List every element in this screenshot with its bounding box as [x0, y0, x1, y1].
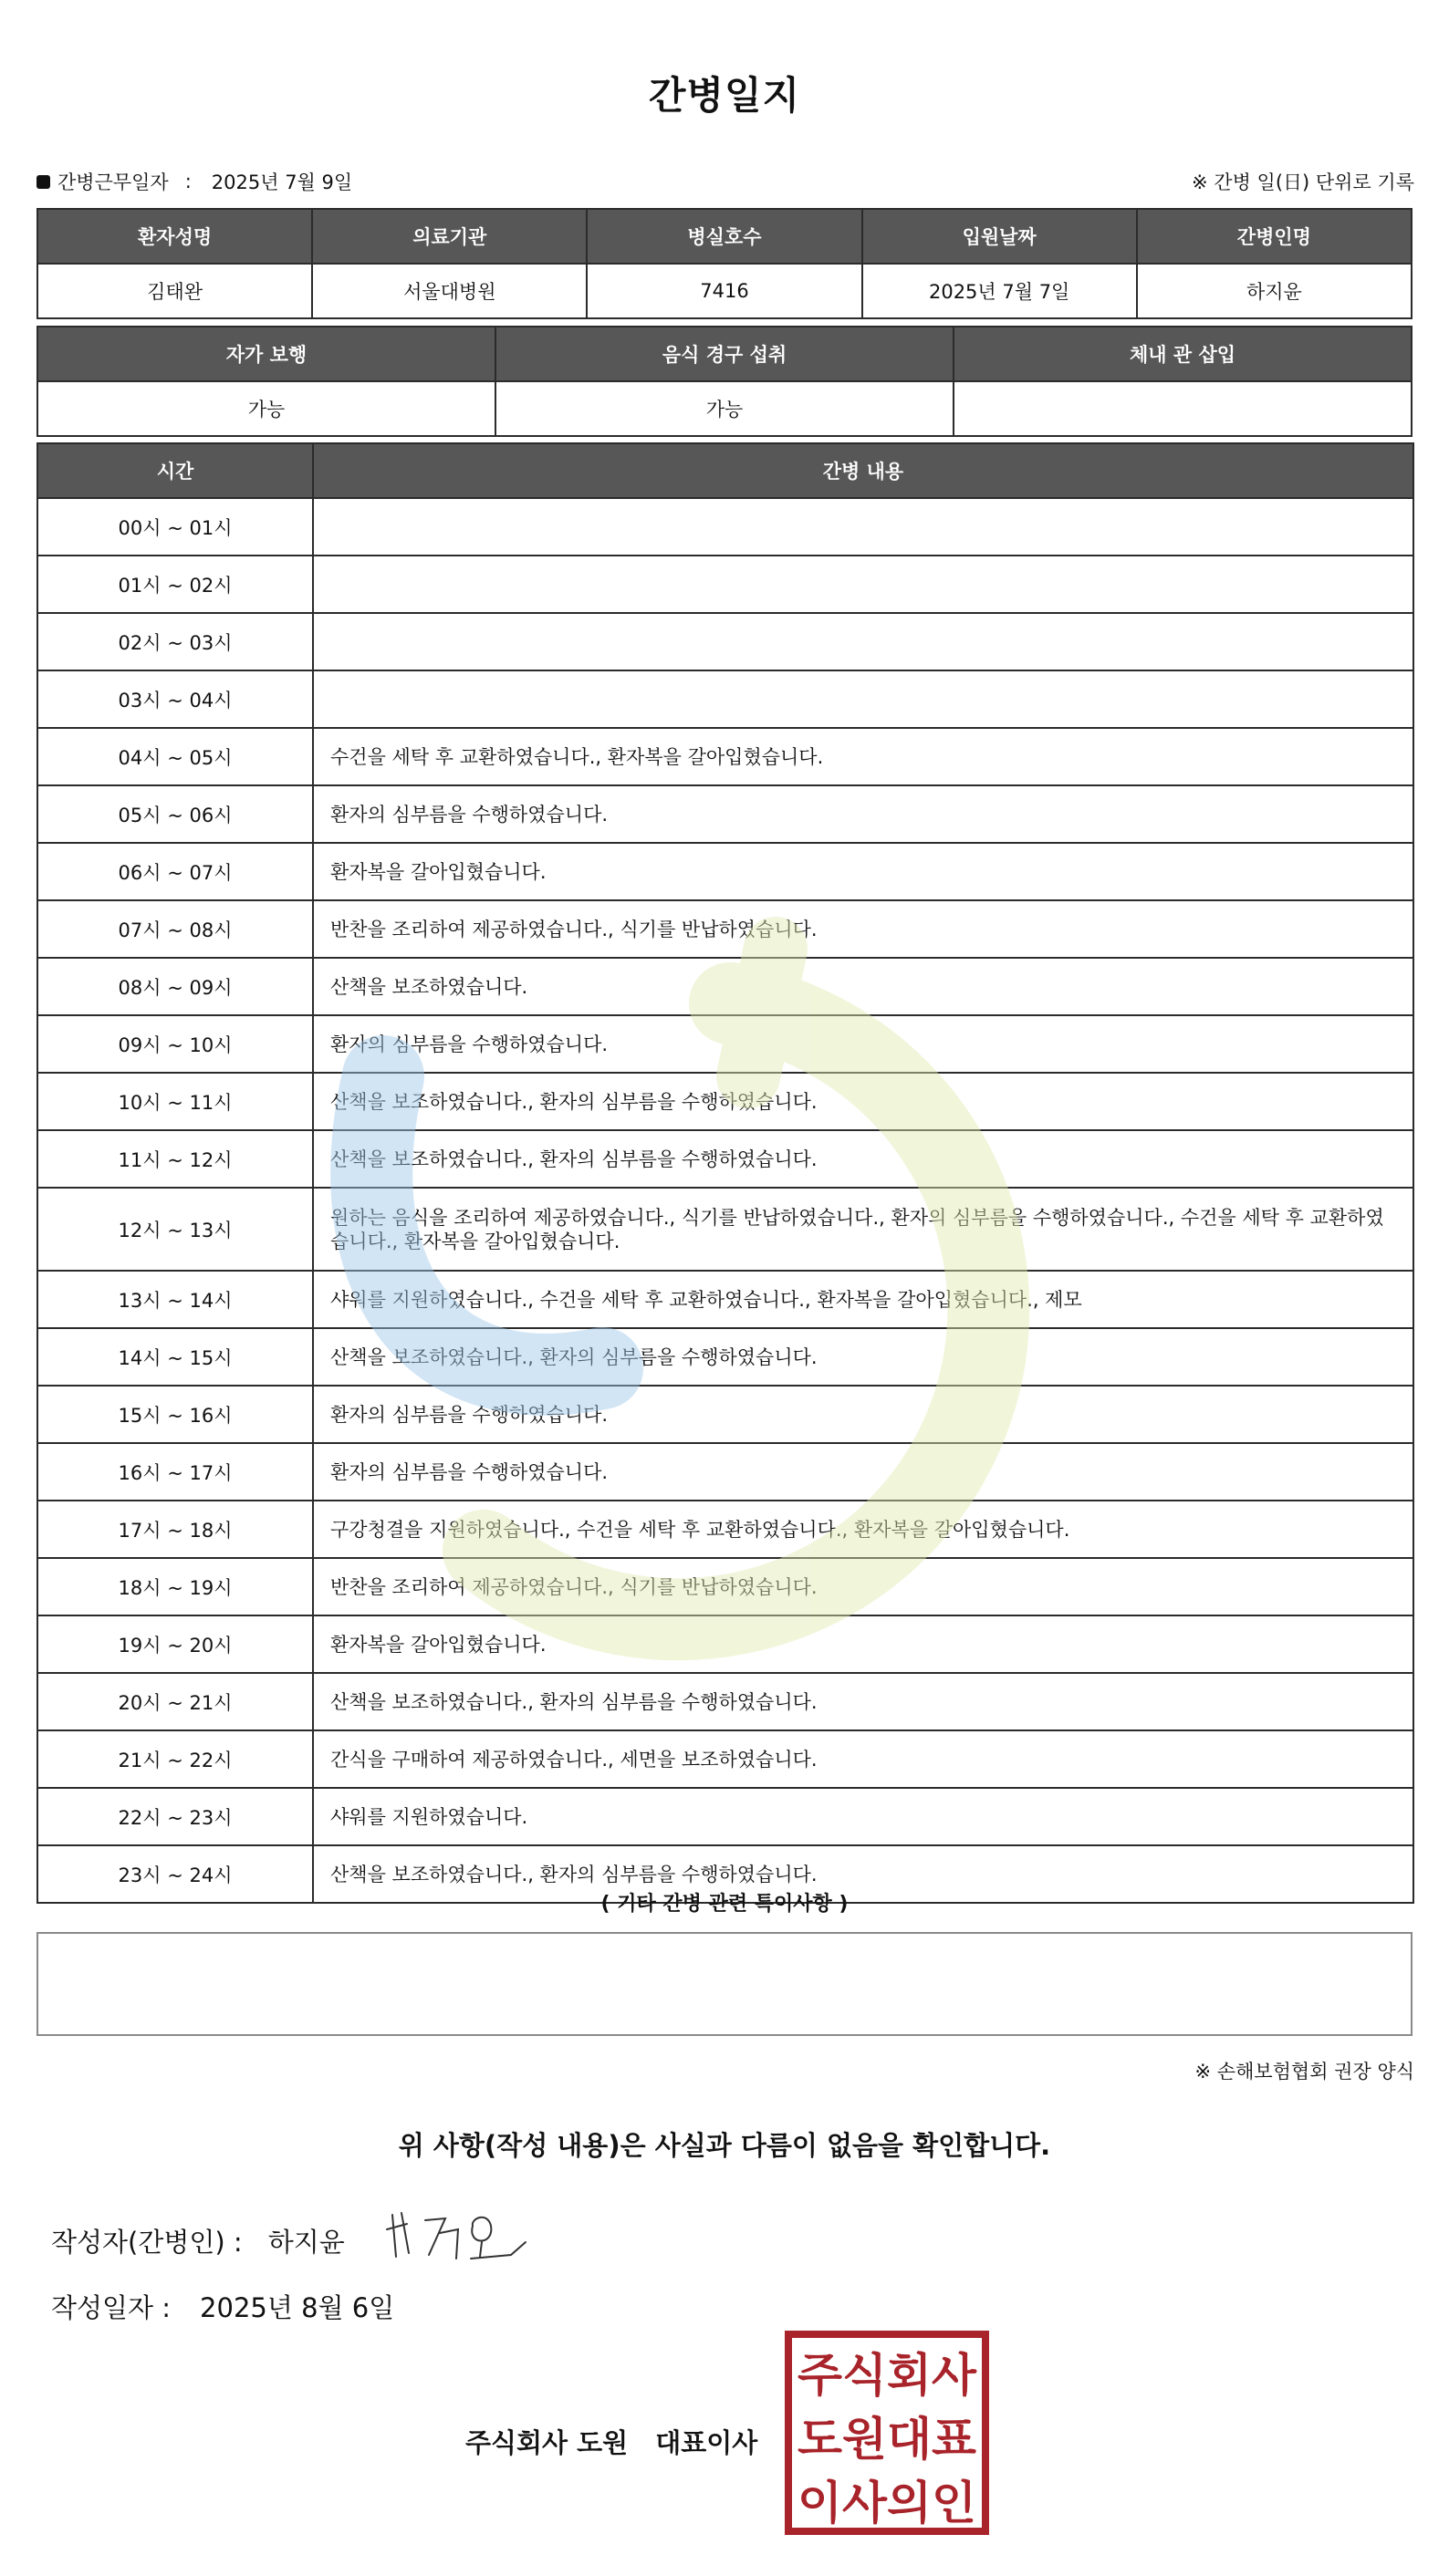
log-row	[37, 1130, 1413, 1188]
signature-icon	[383, 2202, 538, 2266]
walking-header: 자가 보행	[37, 327, 495, 381]
patient-value-row	[37, 264, 1412, 318]
log-content: 원하는 음식을 조리하여 제공하였습니다., 식기를 반납하였습니다., 환자의 심부름을 수행하였습니다., 수건을 세탁 후 교환하였습니다., 환자복을 갈아입혔습니다.	[313, 1188, 1413, 1271]
log-time: 15시 ~ 16시	[37, 1386, 313, 1443]
company-line	[465, 2423, 757, 2460]
log-row	[37, 1501, 1413, 1558]
tube-value	[954, 381, 1412, 436]
written-date-line	[51, 2288, 394, 2325]
work-date-label: 간병근무일자	[57, 171, 169, 193]
log-content	[313, 613, 1413, 670]
log-row	[37, 1015, 1413, 1073]
remarks-title: ( 기타 간병 관련 특이사항 )	[600, 1893, 849, 1916]
log-row	[37, 1073, 1413, 1130]
log-time: 04시 ~ 05시	[37, 728, 313, 785]
log-content: 샤워를 지원하였습니다., 수건을 세탁 후 교환하였습니다., 환자복을 갈아입혔습니다., 제모	[313, 1271, 1413, 1328]
log-time: 00시 ~ 01시	[37, 498, 313, 556]
log-content: 산책을 보조하였습니다., 환자의 심부름을 수행하였습니다.	[313, 1130, 1413, 1188]
log-header-row	[37, 443, 1413, 498]
log-content: 환자의 심부름을 수행하였습니다.	[313, 785, 1413, 843]
log-time: 20시 ~ 21시	[37, 1673, 313, 1730]
log-row	[37, 843, 1413, 900]
log-content: 간식을 구매하여 제공하였습니다., 세면을 보조하였습니다.	[313, 1730, 1413, 1788]
patient-status-table	[36, 326, 1413, 437]
writer-name: 하지윤	[267, 2227, 345, 2258]
log-time: 03시 ~ 04시	[37, 670, 313, 728]
log-time: 23시 ~ 24시	[37, 1845, 313, 1903]
time-header: 시간	[37, 443, 313, 498]
log-time: 11시 ~ 12시	[37, 1130, 313, 1188]
care-log-table	[36, 442, 1414, 1904]
log-time: 01시 ~ 02시	[37, 556, 313, 613]
hospital-header: 의료기관	[312, 209, 587, 264]
log-time: 02시 ~ 03시	[37, 613, 313, 670]
log-time: 22시 ~ 23시	[37, 1788, 313, 1845]
log-content: 산책을 보조하였습니다., 환자의 심부름을 수행하였습니다.	[313, 1328, 1413, 1386]
log-time: 12시 ~ 13시	[37, 1188, 313, 1271]
patient-name: 김태완	[37, 264, 312, 318]
log-content: 산책을 보조하였습니다., 환자의 심부름을 수행하였습니다.	[313, 1845, 1413, 1903]
log-time: 10시 ~ 11시	[37, 1073, 313, 1130]
patient-header-row	[37, 209, 1412, 264]
log-row	[37, 1271, 1413, 1328]
seal-line-2: 도원대표	[797, 2413, 977, 2466]
status-value-row	[37, 381, 1412, 436]
remarks-box	[36, 1932, 1413, 2036]
log-row	[37, 958, 1413, 1015]
caregiver-header: 간병인명	[1137, 209, 1412, 264]
form-note: ※ 손해보험협회 권장 양식	[1194, 2061, 1414, 2083]
log-time: 17시 ~ 18시	[37, 1501, 313, 1558]
writer-line	[51, 2222, 345, 2259]
log-time: 05시 ~ 06시	[37, 785, 313, 843]
log-row	[37, 728, 1413, 785]
oral-intake-value: 가능	[495, 381, 954, 436]
seal-line-1: 주식회사	[797, 2349, 977, 2402]
log-time: 07시 ~ 08시	[37, 900, 313, 958]
log-content: 환자복을 갈아입혔습니다.	[313, 1615, 1413, 1673]
log-time: 06시 ~ 07시	[37, 843, 313, 900]
document-title: 간병일지	[648, 73, 801, 118]
log-content: 환자복을 갈아입혔습니다.	[313, 843, 1413, 900]
square-bullet-icon	[36, 175, 50, 189]
log-time: 09시 ~ 10시	[37, 1015, 313, 1073]
log-content	[313, 556, 1413, 613]
walking-value: 가능	[37, 381, 495, 436]
admission-date: 2025년 7월 7일	[862, 264, 1137, 318]
log-content: 수건을 세탁 후 교환하였습니다., 환자복을 갈아입혔습니다.	[313, 728, 1413, 785]
log-content: 구강청결을 지원하였습니다., 수건을 세탁 후 교환하였습니다., 환자복을 갈아입혔습니다.	[313, 1501, 1413, 1558]
log-time: 18시 ~ 19시	[37, 1558, 313, 1615]
log-time: 13시 ~ 14시	[37, 1271, 313, 1328]
company-seal-icon	[785, 2331, 989, 2535]
work-date-line	[36, 168, 352, 195]
caregiver-name: 하지윤	[1137, 264, 1412, 318]
log-row	[37, 613, 1413, 670]
log-content: 반찬을 조리하여 제공하였습니다., 식기를 반납하였습니다.	[313, 900, 1413, 958]
tube-header: 체내 관 삽입	[954, 327, 1412, 381]
representative-title: 대표이사	[655, 2427, 758, 2458]
patient-info-table	[36, 208, 1413, 319]
content-header: 간병 내용	[313, 443, 1413, 498]
log-content: 환자의 심부름을 수행하였습니다.	[313, 1443, 1413, 1501]
log-content: 산책을 보조하였습니다.	[313, 958, 1413, 1015]
room-header: 병실호수	[587, 209, 861, 264]
log-row	[37, 556, 1413, 613]
oral-intake-header: 음식 경구 섭취	[495, 327, 954, 381]
company-name: 주식회사 도원	[465, 2427, 629, 2458]
patient-name-header: 환자성명	[37, 209, 312, 264]
writer-label: 작성자(간병인) :	[51, 2227, 243, 2258]
log-time: 21시 ~ 22시	[37, 1730, 313, 1788]
confirmation-statement: 위 사항(작성 내용)은 사실과 다름이 없음을 확인합니다.	[398, 2130, 1051, 2161]
log-content: 환자의 심부름을 수행하였습니다.	[313, 1015, 1413, 1073]
work-date-value: 2025년 7월 9일	[211, 171, 353, 193]
log-time: 14시 ~ 15시	[37, 1328, 313, 1386]
log-row	[37, 1730, 1413, 1788]
log-content: 환자의 심부름을 수행하였습니다.	[313, 1386, 1413, 1443]
seal-line-3: 이사의인	[797, 2477, 976, 2529]
log-row	[37, 1615, 1413, 1673]
written-date-label: 작성일자 :	[51, 2292, 172, 2323]
status-header-row	[37, 327, 1412, 381]
written-date-value: 2025년 8월 6일	[200, 2292, 395, 2323]
log-content: 산책을 보조하였습니다., 환자의 심부름을 수행하였습니다.	[313, 1073, 1413, 1130]
log-time: 08시 ~ 09시	[37, 958, 313, 1015]
log-row	[37, 1558, 1413, 1615]
log-row	[37, 670, 1413, 728]
log-row	[37, 498, 1413, 556]
hospital-name: 서울대병원	[312, 264, 587, 318]
log-time: 19시 ~ 20시	[37, 1615, 313, 1673]
admission-date-header: 입원날짜	[862, 209, 1137, 264]
log-content: 샤워를 지원하였습니다.	[313, 1788, 1413, 1845]
log-content	[313, 498, 1413, 556]
unit-note: ※ 간병 일(日) 단위로 기록	[1192, 171, 1414, 193]
log-time: 16시 ~ 17시	[37, 1443, 313, 1501]
log-row	[37, 785, 1413, 843]
log-row	[37, 1188, 1413, 1271]
colon: :	[184, 171, 192, 192]
log-row	[37, 1386, 1413, 1443]
room-number: 7416	[587, 264, 861, 318]
log-content: 산책을 보조하였습니다., 환자의 심부름을 수행하였습니다.	[313, 1673, 1413, 1730]
log-content: 반찬을 조리하여 제공하였습니다., 식기를 반납하였습니다.	[313, 1558, 1413, 1615]
log-row	[37, 1788, 1413, 1845]
log-content	[313, 670, 1413, 728]
log-row	[37, 1328, 1413, 1386]
log-row	[37, 1443, 1413, 1501]
log-row	[37, 1673, 1413, 1730]
log-row	[37, 900, 1413, 958]
